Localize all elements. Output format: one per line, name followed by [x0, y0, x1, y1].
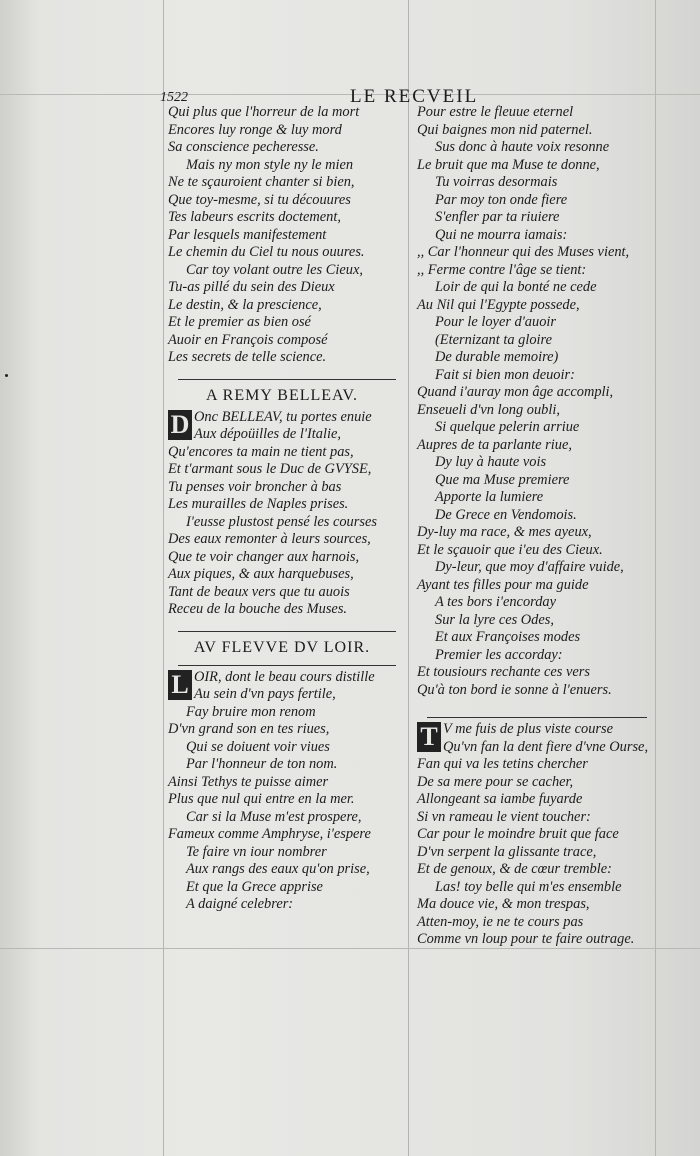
verse-line: Les secrets de telle science.	[168, 349, 327, 365]
drop-cap: D	[168, 410, 192, 440]
verse-line: Que te voir changer aux harnois,	[168, 548, 360, 565]
verse-line: Par l'honneur de ton nom.	[186, 756, 338, 772]
section-divider	[168, 375, 396, 383]
verse-line: Mais ny mon style ny le mien	[186, 156, 354, 173]
verse-line: Receu de la bouche des Muses.	[168, 601, 348, 617]
verse-line: Le chemin du Ciel tu nous ouures.	[168, 244, 365, 260]
verse-line: Pour le loyer d'auoir	[435, 314, 556, 330]
verse-line: Encores luy ronge & luy mord	[168, 121, 342, 138]
verse-line: Tu-as pillé du sein des Dieux	[168, 279, 335, 295]
verse-line: A tes bors i'encorday	[435, 594, 556, 610]
ruling-line-center	[408, 0, 409, 1156]
verse-line: Fait si bien mon deuoir:	[435, 366, 575, 383]
verse-line: Atten-moy, ie ne te cours pas	[417, 913, 584, 930]
verse-line: Ne te sçauroient chanter si bien,	[168, 174, 355, 190]
verse-line: Te faire vn iour nombrer	[186, 843, 327, 860]
verse-line: Tant de beaux vers que tu auois	[168, 583, 350, 600]
verse-line: Ma douce vie, & mon trespas,	[417, 896, 590, 912]
verse-line: Le destin, & la prescience,	[168, 296, 322, 313]
verse-line: Dy-luy ma race, & mes ayeux,	[417, 524, 592, 540]
verse-line: Qu'vn fan la dent fiere d'vne Ourse,	[443, 738, 649, 755]
verse-line: Pour estre le fleuue eternel	[417, 104, 574, 120]
verse-line: Aux rangs des eaux qu'on prise,	[186, 861, 370, 877]
verse-line: Qui plus que l'horreur de la mort	[168, 104, 360, 120]
verse-line: Comme vn loup pour te faire outrage.	[417, 931, 635, 947]
verse-line: Sus donc à haute voix resonne	[435, 139, 610, 155]
verse-line: Qui ne mourra iamais:	[435, 226, 568, 243]
verse-line: S'enfler par ta riuiere	[435, 209, 560, 225]
verse-line: Las! toy belle qui m'es ensemble	[435, 878, 622, 895]
verse-line: Ayant tes filles pour ma guide	[417, 576, 589, 593]
verse-line: Fan qui va les tetins chercher	[417, 756, 588, 772]
verse-line: De durable memoire)	[435, 349, 559, 365]
verse-line: Et t'armant sous le Duc de GVYSE,	[168, 461, 372, 477]
ruling-line-left	[163, 0, 164, 1156]
poem-block-belleau	[168, 409, 396, 619]
verse-line: Et le premier as bien osé	[168, 314, 311, 330]
verse-line: Car si la Muse m'est prospere,	[186, 808, 362, 825]
verse-line: Qu'à ton bord ie sonne à l'enuers.	[417, 681, 612, 698]
left-column	[168, 104, 396, 914]
running-title: LE RECVEIL	[350, 86, 479, 107]
verse-line: Des eaux remonter à leurs sources,	[168, 531, 371, 547]
verse-line: Par lesquels manifestement	[168, 226, 327, 243]
verse-line: Plus que nul qui entre en la mer.	[168, 791, 355, 807]
right-column	[417, 104, 647, 949]
verse-line: Tes labeurs escrits doctement,	[168, 209, 341, 225]
verse-line: Fameux comme Amphryse, i'espere	[168, 826, 371, 842]
verse-line: Tu penses voir broncher à bas	[168, 478, 342, 495]
verse-line: Aupres de ta parlante riue,	[417, 436, 572, 453]
verse-line: I'eusse plustost pensé les courses	[186, 513, 377, 530]
page-number: 1522	[160, 90, 188, 105]
poem-block-loir	[168, 669, 396, 914]
verse-line: De sa mere pour se cacher,	[417, 773, 574, 790]
verse-line: Apporte la lumiere	[435, 489, 544, 505]
verse-line: A daigné celebrer:	[186, 896, 294, 912]
verse-line: Que toy-mesme, si tu découures	[168, 191, 351, 208]
verse-line: Onc BELLEAV, tu portes enuie	[194, 408, 372, 425]
verse-line: Aux dépoüilles de l'Italie,	[194, 426, 341, 442]
verse-line: Si vn rameau le vient toucher:	[417, 808, 591, 825]
verse-line: Les murailles de Naples prises.	[168, 496, 349, 512]
section-divider	[168, 661, 396, 669]
section-divider	[168, 627, 396, 635]
verse-line: Dy luy à haute vois	[435, 454, 547, 470]
poem-heading-belleau: A REMY BELLEAV.	[205, 386, 359, 404]
verse-line: Car toy volant outre les Cieux,	[186, 261, 363, 278]
verse-line: ,, Car l'honneur qui des Muses vient,	[417, 244, 630, 260]
verse-line: Loir de qui la bonté ne cede	[435, 279, 597, 295]
verse-line: D'vn serpent la glissante trace,	[417, 843, 597, 860]
verse-line: De Grece en Vendomois.	[435, 506, 577, 523]
verse-line: Par moy ton onde fiere	[435, 191, 568, 208]
verse-line: Sa conscience pecheresse.	[168, 139, 319, 155]
poem-heading-loir: AV FLEVVE DV LOIR.	[193, 638, 371, 656]
verse-line: Allongeant sa iambe fuyarde	[417, 791, 583, 807]
verse-line: Premier les accorday:	[435, 646, 563, 663]
verse-line: ,, Ferme contre l'âge se tient:	[417, 261, 587, 278]
verse-line: Auoir en François composé	[168, 331, 328, 348]
verse-line: Et de genoux, & de cœur tremble:	[417, 861, 612, 877]
verse-line: Fay bruire mon renom	[186, 703, 316, 720]
verse-line: Et que la Grece apprise	[186, 878, 323, 895]
verse-line: Qu'encores ta main ne tient pas,	[168, 443, 354, 460]
verse-line: Et le sçauoir que i'eu des Cieux.	[417, 541, 603, 558]
verse-line: Sur la lyre ces Odes,	[435, 611, 554, 628]
verse-line: Aux piques, & aux harquebuses,	[168, 566, 354, 582]
verse-line: Que ma Muse premiere	[435, 471, 570, 488]
poem-block-loir-continuation	[417, 104, 647, 699]
verse-line: Qui se doiuent voir viues	[186, 738, 330, 755]
verse-line: Tu voirras desormais	[435, 174, 558, 190]
poem-block-continuation	[168, 104, 396, 367]
verse-line: OIR, dont le beau cours distille	[194, 668, 375, 685]
verse-line: Et tousiours rechante ces vers	[417, 664, 590, 680]
verse-line: Enseueli d'vn long oubli,	[417, 401, 560, 418]
verse-line: V me fuis de plus viste course	[443, 721, 613, 737]
verse-line: Ainsi Tethys te puisse aimer	[168, 773, 329, 790]
verse-line: Car pour le moindre bruit que face	[417, 826, 619, 842]
verse-line: Dy-leur, que moy d'affaire vuide,	[435, 559, 624, 575]
verse-line: Le bruit que ma Muse te donne,	[417, 156, 600, 173]
verse-line: Au Nil qui l'Egypte possede,	[417, 296, 580, 313]
verse-line: Qui baignes mon nid paternel.	[417, 121, 593, 138]
drop-cap: T	[417, 722, 441, 752]
verse-line: (Eternizant ta gloire	[435, 331, 552, 348]
verse-line: D'vn grand son en tes riues,	[168, 721, 330, 737]
verse-line: Au sein d'vn pays fertile,	[194, 686, 336, 702]
ink-speck	[5, 374, 8, 377]
drop-cap: L	[168, 670, 192, 700]
section-divider	[417, 713, 647, 721]
verse-line: Si quelque pelerin arriue	[435, 419, 580, 435]
verse-line: Et aux Françoises modes	[435, 629, 581, 645]
ruling-line-right	[655, 0, 656, 1156]
poem-block-ode	[417, 721, 647, 949]
verse-line: Quand i'auray mon âge accompli,	[417, 384, 614, 400]
